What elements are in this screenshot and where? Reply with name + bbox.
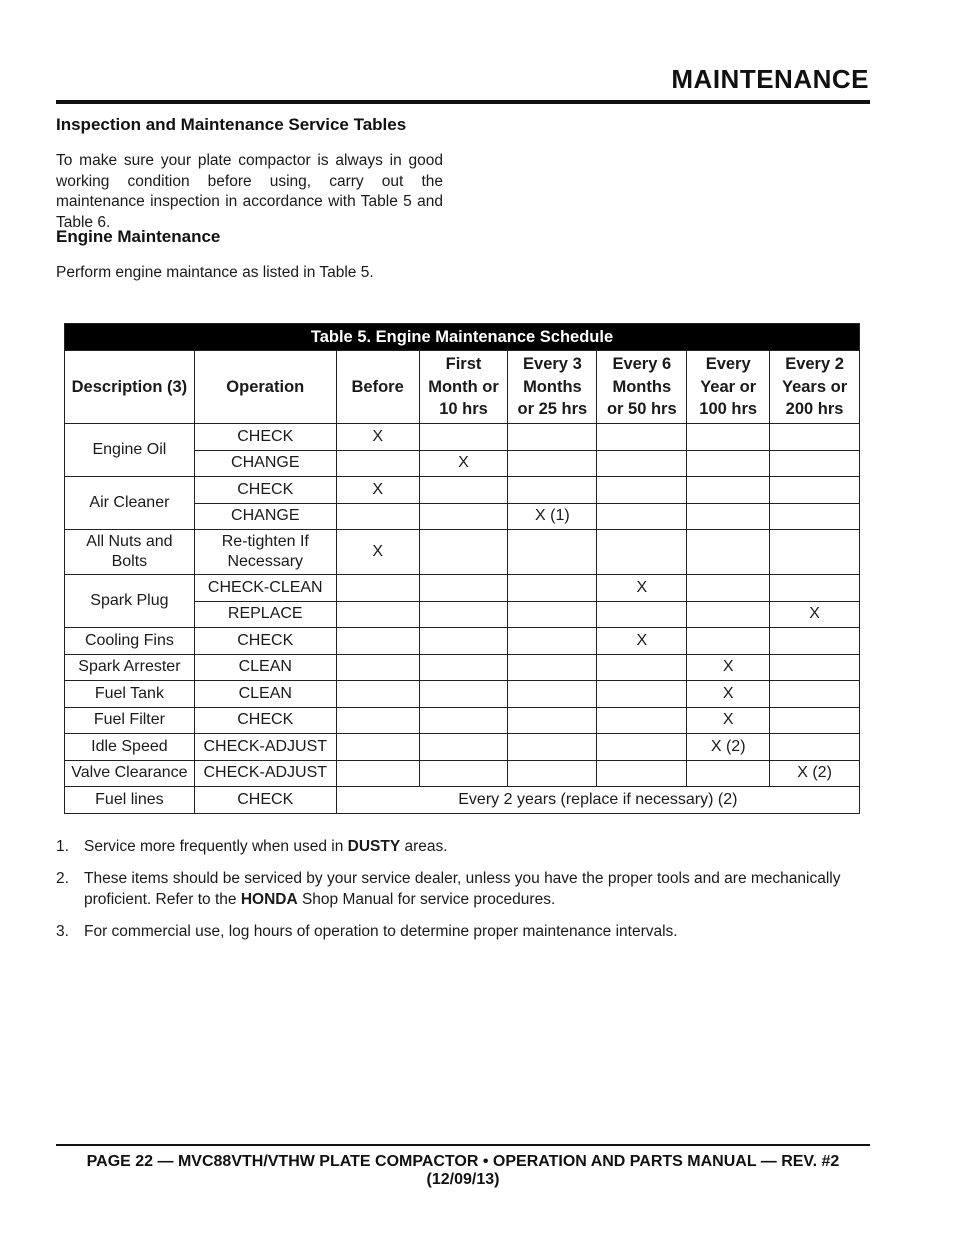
schedule-cell	[687, 530, 770, 575]
footnote-number: 3.	[56, 923, 69, 940]
schedule-cell	[336, 681, 419, 708]
description-cell: Air Cleaner	[65, 477, 195, 530]
schedule-cell	[419, 503, 508, 530]
description-cell: All Nuts and Bolts	[65, 530, 195, 575]
schedule-cell	[336, 707, 419, 734]
operation-cell: CHANGE	[194, 503, 336, 530]
footnote-text	[84, 868, 876, 910]
description-cell: Fuel lines	[65, 787, 195, 814]
schedule-cell	[419, 707, 508, 734]
schedule-cell: X	[597, 628, 687, 655]
schedule-cell	[336, 760, 419, 787]
schedule-cell	[770, 477, 860, 504]
table-header-row	[65, 351, 860, 424]
schedule-cell	[687, 760, 770, 787]
description-cell: Fuel Filter	[65, 707, 195, 734]
footnote-number: 2.	[56, 870, 69, 887]
engine-maintenance-table	[64, 323, 860, 814]
header-rule	[56, 100, 870, 104]
schedule-cell	[687, 575, 770, 602]
schedule-cell	[770, 575, 860, 602]
schedule-cell	[508, 760, 597, 787]
description-cell: Engine Oil	[65, 424, 195, 477]
column-header: First Month or 10 hrs	[419, 351, 508, 424]
column-header: Operation	[194, 351, 336, 424]
schedule-cell: X	[687, 707, 770, 734]
schedule-cell	[419, 681, 508, 708]
section-heading-engine: Engine Maintenance	[56, 227, 221, 246]
schedule-cell	[508, 681, 597, 708]
schedule-cell: X	[687, 681, 770, 708]
column-header: Every 6 Months or 50 hrs	[597, 351, 687, 424]
schedule-cell	[687, 477, 770, 504]
schedule-cell: X	[336, 424, 419, 451]
schedule-cell	[419, 530, 508, 575]
schedule-cell	[770, 681, 860, 708]
schedule-cell	[770, 734, 860, 761]
operation-cell: CLEAN	[194, 654, 336, 681]
description-cell: Idle Speed	[65, 734, 195, 761]
schedule-cell	[336, 601, 419, 628]
footnote-text	[84, 921, 876, 942]
schedule-cell	[419, 575, 508, 602]
schedule-cell	[687, 601, 770, 628]
schedule-cell	[597, 681, 687, 708]
schedule-cell	[597, 477, 687, 504]
schedule-cell	[687, 450, 770, 477]
schedule-cell	[336, 734, 419, 761]
footnote-emphasis: DUSTY	[347, 838, 401, 855]
schedule-cell	[687, 628, 770, 655]
schedule-cell	[508, 424, 597, 451]
schedule-cell: X	[770, 601, 860, 628]
description-cell: Spark Plug	[65, 575, 195, 628]
schedule-cell	[597, 760, 687, 787]
schedule-cell	[419, 734, 508, 761]
schedule-cell	[508, 601, 597, 628]
schedule-cell: X (2)	[770, 760, 860, 787]
page-footer: PAGE 22 — MVC88VTH/VTHW PLATE COMPACTOR • OPERATION AND PARTS MANUAL — REV. #2 (12/09/13)	[86, 1153, 840, 1188]
schedule-cell	[508, 450, 597, 477]
table-row	[65, 654, 860, 681]
schedule-cell	[687, 424, 770, 451]
schedule-cell	[336, 503, 419, 530]
schedule-cell	[336, 628, 419, 655]
schedule-cell	[770, 450, 860, 477]
schedule-cell	[508, 734, 597, 761]
table-body	[65, 424, 860, 814]
description-cell: Valve Clearance	[65, 760, 195, 787]
operation-cell: CHECK	[194, 477, 336, 504]
operation-cell: CHECK	[194, 707, 336, 734]
schedule-cell	[419, 628, 508, 655]
footnotes	[56, 836, 876, 953]
section-body-inspection: To make sure your plate compactor is always in good working condition before using, carry out the maintenance inspection in accordance with Table 5 and Table 6.	[56, 152, 443, 231]
schedule-cell	[770, 654, 860, 681]
table-row	[65, 530, 860, 575]
schedule-cell	[770, 424, 860, 451]
footnote-item	[56, 836, 876, 857]
schedule-cell	[597, 503, 687, 530]
schedule-cell	[336, 450, 419, 477]
section-heading-inspection: Inspection and Maintenance Service Tables	[56, 115, 407, 134]
footnote-item	[56, 921, 876, 942]
schedule-cell	[508, 628, 597, 655]
schedule-cell	[336, 575, 419, 602]
table-row	[65, 681, 860, 708]
table-row	[65, 787, 860, 814]
column-header: Description (3)	[65, 351, 195, 424]
schedule-cell	[508, 530, 597, 575]
description-cell: Spark Arrester	[65, 654, 195, 681]
schedule-cell	[419, 477, 508, 504]
footnote-emphasis: HONDA	[240, 891, 298, 908]
schedule-cell: X (2)	[687, 734, 770, 761]
operation-cell: CHECK-ADJUST	[194, 760, 336, 787]
operation-cell: REPLACE	[194, 601, 336, 628]
table-row	[65, 734, 860, 761]
schedule-cell	[770, 628, 860, 655]
schedule-cell: X	[687, 654, 770, 681]
schedule-cell	[770, 707, 860, 734]
footnote-text-part: Service more frequently when used in	[84, 838, 348, 855]
table-caption: Table 5. Engine Maintenance Schedule	[65, 324, 860, 351]
footnote-text-part: For commercial use, log hours of operation to determine proper maintenance intervals.	[84, 923, 678, 940]
schedule-cell	[597, 707, 687, 734]
schedule-cell	[597, 424, 687, 451]
operation-cell: CLEAN	[194, 681, 336, 708]
footnote-text	[84, 836, 876, 857]
schedule-cell	[336, 654, 419, 681]
schedule-cell: X (1)	[508, 503, 597, 530]
schedule-cell: X	[336, 477, 419, 504]
schedule-cell	[508, 575, 597, 602]
footnote-text-part: These items should be serviced by your service dealer, unless you have the proper tools and are mechanically proficient. Refer to the	[84, 870, 841, 908]
table-row	[65, 575, 860, 602]
footnote-text-part: areas.	[400, 838, 448, 855]
schedule-cell	[770, 530, 860, 575]
table-row	[65, 424, 860, 451]
operation-cell: CHANGE	[194, 450, 336, 477]
operation-cell: CHECK	[194, 787, 336, 814]
schedule-cell	[597, 654, 687, 681]
column-header: Every 3 Months or 25 hrs	[508, 351, 597, 424]
footnote-text-part: Shop Manual for service procedures.	[297, 891, 556, 908]
schedule-cell	[597, 450, 687, 477]
schedule-cell	[597, 734, 687, 761]
column-header: Before	[336, 351, 419, 424]
schedule-cell	[419, 424, 508, 451]
operation-cell: Re-tighten If Necessary	[194, 530, 336, 575]
schedule-cell	[597, 530, 687, 575]
table-row	[65, 760, 860, 787]
schedule-cell	[419, 601, 508, 628]
footer-rule	[56, 1144, 870, 1146]
column-header: Every 2 Years or 200 hrs	[770, 351, 860, 424]
section-body-engine: Perform engine maintance as listed in Table 5.	[56, 264, 374, 281]
description-cell: Fuel Tank	[65, 681, 195, 708]
schedule-cell	[597, 601, 687, 628]
schedule-cell	[508, 477, 597, 504]
interval-note-cell: Every 2 years (replace if necessary) (2)	[336, 787, 859, 814]
schedule-cell	[508, 654, 597, 681]
schedule-cell	[508, 707, 597, 734]
operation-cell: CHECK-CLEAN	[194, 575, 336, 602]
footnote-item	[56, 868, 876, 910]
operation-cell: CHECK	[194, 628, 336, 655]
table-row	[65, 628, 860, 655]
page-title: MAINTENANCE	[671, 64, 869, 94]
table-row	[65, 477, 860, 504]
schedule-cell: X	[336, 530, 419, 575]
schedule-cell	[419, 654, 508, 681]
schedule-cell: X	[597, 575, 687, 602]
operation-cell: CHECK	[194, 424, 336, 451]
column-header: Every Year or 100 hrs	[687, 351, 770, 424]
description-cell: Cooling Fins	[65, 628, 195, 655]
schedule-cell	[419, 760, 508, 787]
schedule-cell	[770, 503, 860, 530]
operation-cell: CHECK-ADJUST	[194, 734, 336, 761]
schedule-cell: X	[419, 450, 508, 477]
footnote-number: 1.	[56, 838, 69, 855]
table-row	[65, 707, 860, 734]
schedule-cell	[687, 503, 770, 530]
